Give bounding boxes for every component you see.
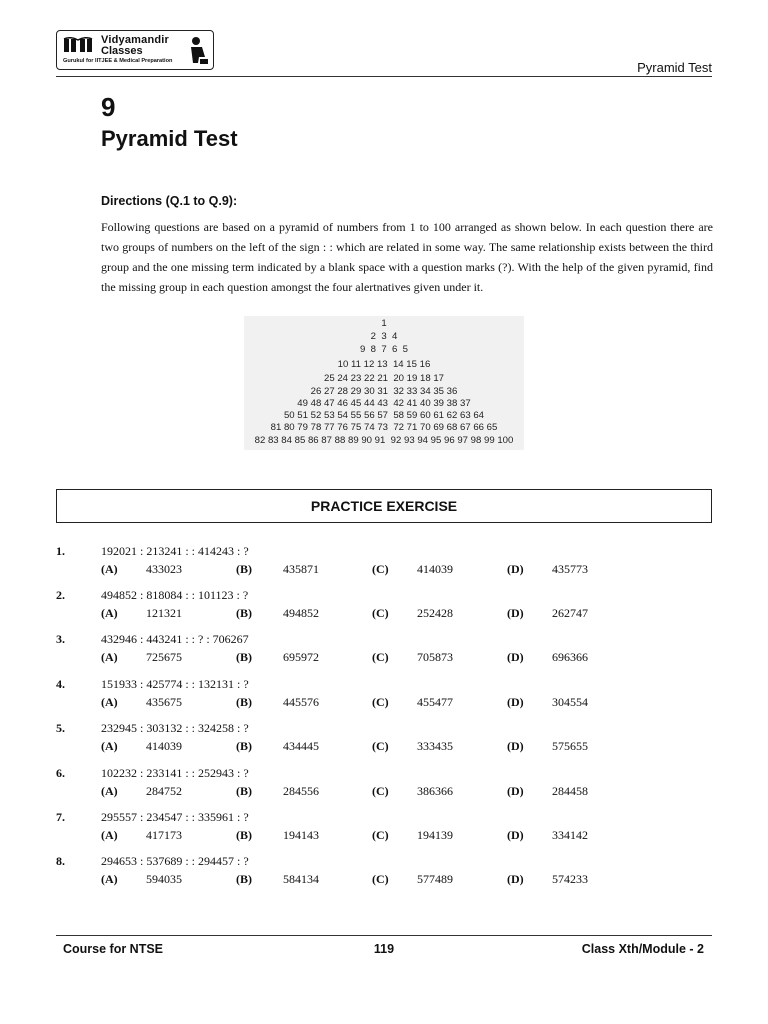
option-value: 434445 — [283, 739, 319, 753]
pyramid-row: 9 8 7 6 5 — [359, 344, 408, 355]
pyramid-row: 26 27 28 29 30 31 32 33 34 35 36 — [310, 386, 458, 397]
footer-rule — [56, 935, 712, 936]
chapter-number: 9 — [101, 92, 116, 122]
footer-course: Course for NTSE — [63, 942, 164, 956]
option-letter: (B) — [236, 695, 252, 709]
option-value: 594035 — [146, 872, 182, 886]
question-stem: 432946 : 443241 : : ? : 706267 — [101, 632, 249, 646]
option-value: 577489 — [417, 872, 453, 886]
option-value: 584134 — [283, 872, 319, 886]
option-letter: (A) — [101, 650, 118, 664]
page-number: 119 — [373, 942, 395, 956]
question-item — [56, 632, 712, 674]
practice-heading: PRACTICE EXERCISE — [56, 489, 712, 523]
student-figure-icon — [188, 35, 208, 65]
option-letter: (D) — [507, 650, 524, 664]
option-letter: (A) — [101, 872, 118, 886]
option-letter: (A) — [101, 562, 118, 576]
option-value: 284556 — [283, 784, 319, 798]
logo-name-line2: Classes — [101, 45, 143, 57]
pyramid-row: 2 3 4 — [370, 331, 398, 342]
option-letter: (C) — [372, 650, 389, 664]
number-pyramid — [244, 316, 524, 450]
option-letter: (C) — [372, 784, 389, 798]
question-item — [56, 677, 712, 719]
option-value: 574233 — [552, 872, 588, 886]
question-stem: 294653 : 537689 : : 294457 : ? — [101, 854, 249, 868]
option-value: 121321 — [146, 606, 182, 620]
option-letter: (B) — [236, 828, 252, 842]
pyramid-row: 25 24 23 22 21 20 19 18 17 — [323, 373, 445, 384]
option-value: 414039 — [146, 739, 182, 753]
option-value: 725675 — [146, 650, 182, 664]
option-value: 435773 — [552, 562, 588, 576]
option-letter: (B) — [236, 739, 252, 753]
option-letter: (B) — [236, 650, 252, 664]
option-letter: (B) — [236, 606, 252, 620]
pyramid-row: 81 80 79 78 77 76 75 74 73 72 71 70 69 68 67 66 65 — [270, 422, 498, 433]
option-value: 304554 — [552, 695, 588, 709]
option-letter: (C) — [372, 562, 389, 576]
option-value: 386366 — [417, 784, 453, 798]
header-rule — [56, 76, 712, 77]
option-value: 433023 — [146, 562, 182, 576]
option-letter: (B) — [236, 784, 252, 798]
logo-tagline: Gurukul for IITJEE & Medical Preparation — [63, 58, 173, 64]
option-value: 417173 — [146, 828, 182, 842]
pyramid-row: 82 83 84 85 86 87 88 89 90 91 92 93 94 95 96 97 98 99 100 — [254, 435, 514, 446]
question-item — [56, 544, 712, 586]
option-value: 575655 — [552, 739, 588, 753]
option-letter: (A) — [101, 784, 118, 798]
option-value: 696366 — [552, 650, 588, 664]
option-value: 455477 — [417, 695, 453, 709]
option-value: 435675 — [146, 695, 182, 709]
option-letter: (D) — [507, 828, 524, 842]
pyramid-row: 50 51 52 53 54 55 56 57 58 59 60 61 62 63 64 — [283, 410, 485, 421]
intro-paragraph: Following questions are based on a pyramid of numbers from 1 to 100 arranged as shown below. In each question there are two groups of numbers on the left of the sign : : which are related in some way. The same relationship exists between the third group and the one missing term indicated by a blank space with a question marks (?). With the help of the given pyramid, find the missing group in each question amongst the four alertnatives given under it. — [101, 220, 713, 294]
option-value: 435871 — [283, 562, 319, 576]
option-value: 252428 — [417, 606, 453, 620]
option-letter: (C) — [372, 828, 389, 842]
question-stem: 102232 : 233141 : : 252943 : ? — [101, 766, 249, 780]
option-letter: (C) — [372, 739, 389, 753]
question-number: 3. — [56, 632, 65, 646]
question-stem: 192021 : 213241 : : 414243 : ? — [101, 544, 249, 558]
pyramid-row: 49 48 47 46 45 44 43 42 41 40 39 38 37 — [297, 398, 471, 409]
logo-name-line1: Vidyamandir — [101, 34, 170, 46]
option-value: 695972 — [283, 650, 319, 664]
question-stem: 151933 : 425774 : : 132131 : ? — [101, 677, 249, 691]
option-letter: (A) — [101, 606, 118, 620]
question-item — [56, 766, 712, 808]
question-stem: 295557 : 234547 : : 335961 : ? — [101, 810, 249, 824]
question-number: 4. — [56, 677, 65, 691]
option-letter: (C) — [372, 695, 389, 709]
question-number: 5. — [56, 721, 65, 735]
running-title: Pyramid Test — [637, 60, 712, 75]
option-letter: (D) — [507, 695, 524, 709]
brand-logo — [56, 30, 214, 70]
question-number: 6. — [56, 766, 65, 780]
option-letter: (A) — [101, 828, 118, 842]
question-stem: 494852 : 818084 : : 101123 : ? — [101, 588, 249, 602]
question-number: 7. — [56, 810, 65, 824]
question-stem: 232945 : 303132 : : 324258 : ? — [101, 721, 249, 735]
option-letter: (D) — [507, 606, 524, 620]
option-value: 194139 — [417, 828, 453, 842]
option-letter: (D) — [507, 872, 524, 886]
chapter-title: Pyramid Test — [101, 126, 238, 151]
option-letter: (A) — [101, 739, 118, 753]
option-letter: (B) — [236, 562, 252, 576]
question-item — [56, 588, 712, 630]
question-number: 8. — [56, 854, 65, 868]
directions-label: Directions (Q.1 to Q.9): — [101, 194, 238, 208]
question-item — [56, 810, 712, 852]
option-value: 194143 — [283, 828, 319, 842]
option-value: 284458 — [552, 784, 588, 798]
option-letter: (C) — [372, 606, 389, 620]
option-value: 494852 — [283, 606, 319, 620]
option-value: 284752 — [146, 784, 182, 798]
pyramid-row: 1 — [381, 318, 387, 329]
pyramid-row: 10 11 12 13 14 15 16 — [337, 359, 431, 370]
option-value: 705873 — [417, 650, 453, 664]
option-letter: (B) — [236, 872, 252, 886]
option-value: 445576 — [283, 695, 319, 709]
footer-class-module: Class Xth/Module - 2 — [581, 942, 704, 956]
option-value: 333435 — [417, 739, 453, 753]
question-item — [56, 854, 712, 896]
option-value: 334142 — [552, 828, 588, 842]
option-letter: (D) — [507, 784, 524, 798]
option-letter: (D) — [507, 739, 524, 753]
option-letter: (D) — [507, 562, 524, 576]
open-book-icon — [63, 37, 93, 53]
option-value: 262747 — [552, 606, 588, 620]
option-value: 414039 — [417, 562, 453, 576]
option-letter: (C) — [372, 872, 389, 886]
option-letter: (A) — [101, 695, 118, 709]
question-number: 1. — [56, 544, 65, 558]
question-item — [56, 721, 712, 763]
question-number: 2. — [56, 588, 65, 602]
